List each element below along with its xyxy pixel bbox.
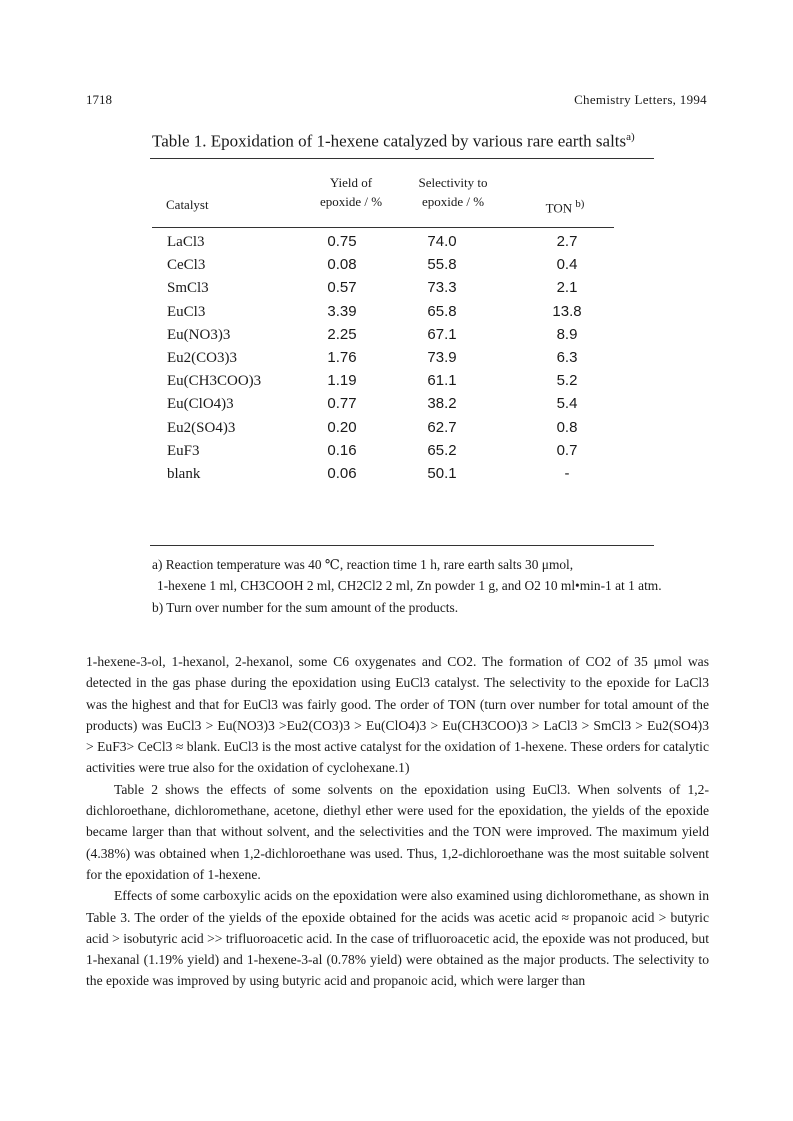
column-header-catalyst-label: Catalyst bbox=[166, 197, 209, 212]
cell-selectivity: 50.1 bbox=[427, 464, 457, 482]
cell-yield: 1.76 bbox=[327, 348, 357, 366]
column-header-yield-line2: epoxide / % bbox=[319, 194, 383, 209]
cell-yield: 0.16 bbox=[327, 441, 357, 459]
cell-selectivity: 55.8 bbox=[427, 256, 457, 274]
cell-selectivity: 74.0 bbox=[427, 233, 457, 250]
table-caption bbox=[152, 131, 635, 152]
cell-selectivity: 73.9 bbox=[427, 348, 457, 366]
cell-ton: 0.4 bbox=[556, 256, 578, 274]
body-paragraph-1: 1-hexene-3-ol, 1-hexanol, 2-hexanol, some C6 oxygenates and CO2. The formation of CO2 of 35 μmol was detected in the gas phase during the epoxidation using EuCl3 catalyst. The selectivity to the epoxide for LaCl3 was the highest and that for EuCl3 was fairly good. The order of TON (turn over number for total amount of the products) was EuCl3 > Eu(NO3)3 >Eu2(CO3)3 > Eu(ClO4)3 > Eu(CH3COO)3 > LaCl3 > SmCl3 > Eu2(SO4)3 > EuF3> CeCl3 ≈ blank. EuCl3 is the most active catalyst for the oxidation of 1-hexene. These orders for catalytic activities were true also for the oxidation of cyclohexane.1) bbox=[86, 654, 709, 776]
cell-catalyst: blank bbox=[167, 465, 201, 482]
cell-yield: 0.06 bbox=[327, 464, 357, 482]
column-header-selectivity-line2: epoxide / % bbox=[421, 194, 485, 209]
cell-ton: 0.8 bbox=[556, 418, 578, 436]
cell-yield: 0.77 bbox=[327, 395, 357, 413]
footnote-a-line2: 1-hexene 1 ml, CH3COOH 2 ml, CH2Cl2 2 ml, Zn powder 1 g, and O2 10 ml•min-1 at 1 atm. bbox=[157, 578, 662, 594]
cell-catalyst: Eu2(SO4)3 bbox=[167, 419, 236, 436]
table-caption-text: Table 1. Epoxidation of 1-hexene catalyzed by various rare earth salts bbox=[152, 131, 627, 151]
cell-selectivity: 62.7 bbox=[427, 418, 457, 436]
cell-selectivity: 73.3 bbox=[427, 279, 457, 297]
table-body bbox=[0, 231, 793, 486]
cell-yield: 1.19 bbox=[327, 372, 357, 390]
cell-ton: 2.7 bbox=[556, 233, 578, 250]
page-number: 1718 bbox=[86, 92, 112, 107]
column-header-yield-line1: Yield of bbox=[329, 175, 373, 190]
footnote-b: b) Turn over number for the sum amount of the products. bbox=[152, 599, 459, 615]
table-row bbox=[0, 277, 793, 300]
cell-selectivity: 61.1 bbox=[427, 372, 457, 390]
cell-ton: 8.9 bbox=[556, 325, 578, 343]
column-header-catalyst bbox=[166, 195, 209, 214]
cell-ton: 0.7 bbox=[556, 441, 578, 459]
table-header-rule bbox=[152, 227, 614, 228]
cell-selectivity: 65.8 bbox=[427, 302, 457, 320]
cell-yield: 0.57 bbox=[327, 279, 357, 297]
table-row bbox=[0, 440, 793, 463]
cell-yield: 0.75 bbox=[327, 233, 357, 250]
cell-yield: 0.08 bbox=[327, 256, 357, 274]
table-row bbox=[0, 347, 793, 370]
cell-ton: 5.4 bbox=[556, 395, 578, 413]
cell-catalyst: EuCl3 bbox=[167, 303, 206, 320]
table-caption-note: a) bbox=[626, 131, 635, 143]
journal-title: Chemistry Letters, 1994 bbox=[574, 92, 707, 107]
column-header-ton bbox=[525, 195, 605, 217]
cell-ton: - bbox=[564, 464, 570, 482]
cell-catalyst: CeCl3 bbox=[167, 257, 206, 274]
table-row bbox=[0, 370, 793, 393]
body-paragraph-2: Table 2 shows the effects of some solvents on the epoxidation using EuCl3. When solvents of 1,2-dichloroethane, dichloromethane, acetone, diethyl ether were used for the epoxidation, the yields of the epoxide became larger than that without solvent, and the selectivities and the TON were improved. The maximum yield (4.38%) was obtained when 1,2-dichloroethane was used. Thus, 1,2-dichloroethane was the most suitable solvent for the epoxidation of 1-hexene. bbox=[86, 781, 709, 882]
cell-catalyst: Eu(NO3)3 bbox=[167, 326, 231, 343]
cell-ton: 5.2 bbox=[556, 372, 578, 390]
cell-catalyst: Eu(CH3COO)3 bbox=[167, 373, 262, 390]
table-row bbox=[0, 417, 793, 440]
cell-yield: 0.20 bbox=[327, 418, 357, 436]
column-header-ton-label: TON bbox=[545, 200, 573, 216]
cell-yield: 2.25 bbox=[327, 325, 357, 343]
cell-catalyst: EuF3 bbox=[167, 442, 200, 459]
cell-ton: 2.1 bbox=[556, 279, 578, 297]
cell-selectivity: 65.2 bbox=[427, 441, 457, 459]
table-row bbox=[0, 301, 793, 324]
cell-yield: 3.39 bbox=[327, 302, 357, 320]
table-row bbox=[0, 324, 793, 347]
cell-ton: 13.8 bbox=[552, 302, 582, 320]
cell-catalyst: SmCl3 bbox=[167, 280, 209, 297]
body-text bbox=[86, 651, 709, 992]
column-header-selectivity-line1: Selectivity to bbox=[418, 175, 488, 190]
column-header-ton-note: b) bbox=[575, 198, 585, 210]
table-footnotes bbox=[152, 554, 662, 618]
footnote-a-line1: a) Reaction temperature was 40 ℃, reaction time 1 h, rare earth salts 30 μmol, bbox=[152, 557, 574, 572]
cell-ton: 6.3 bbox=[556, 348, 578, 366]
body-paragraph-3: Effects of some carboxylic acids on the epoxidation were also examined using dichloromethane, as shown in Table 3. The order of the yields of the epoxide obtained for the acids was acetic acid ≈ propanoic acid > butyric acid > isobutyric acid >> trifluoroacetic acid. In the case of trifluoroacetic acid, the epoxide was not produced, but 1-hexanal (1.19% yield) and 1-hexene-3-al (0.78% yield) were obtained as the major products. The selectivity to the epoxide was improved by using butyric acid and propanoic acid, which were larger than bbox=[86, 888, 709, 989]
table-bottom-rule bbox=[150, 545, 654, 546]
table-row bbox=[0, 254, 793, 277]
page-header bbox=[86, 92, 707, 112]
cell-catalyst: LaCl3 bbox=[167, 234, 205, 250]
cell-selectivity: 38.2 bbox=[427, 395, 457, 413]
table-row bbox=[0, 463, 793, 486]
cell-selectivity: 67.1 bbox=[427, 325, 457, 343]
column-header-yield bbox=[296, 173, 406, 211]
column-header-selectivity bbox=[398, 173, 508, 211]
table-row bbox=[0, 393, 793, 416]
table-row bbox=[0, 231, 793, 254]
table-top-rule bbox=[150, 158, 654, 159]
cell-catalyst: Eu(ClO4)3 bbox=[167, 396, 234, 413]
cell-catalyst: Eu2(CO3)3 bbox=[167, 349, 237, 366]
